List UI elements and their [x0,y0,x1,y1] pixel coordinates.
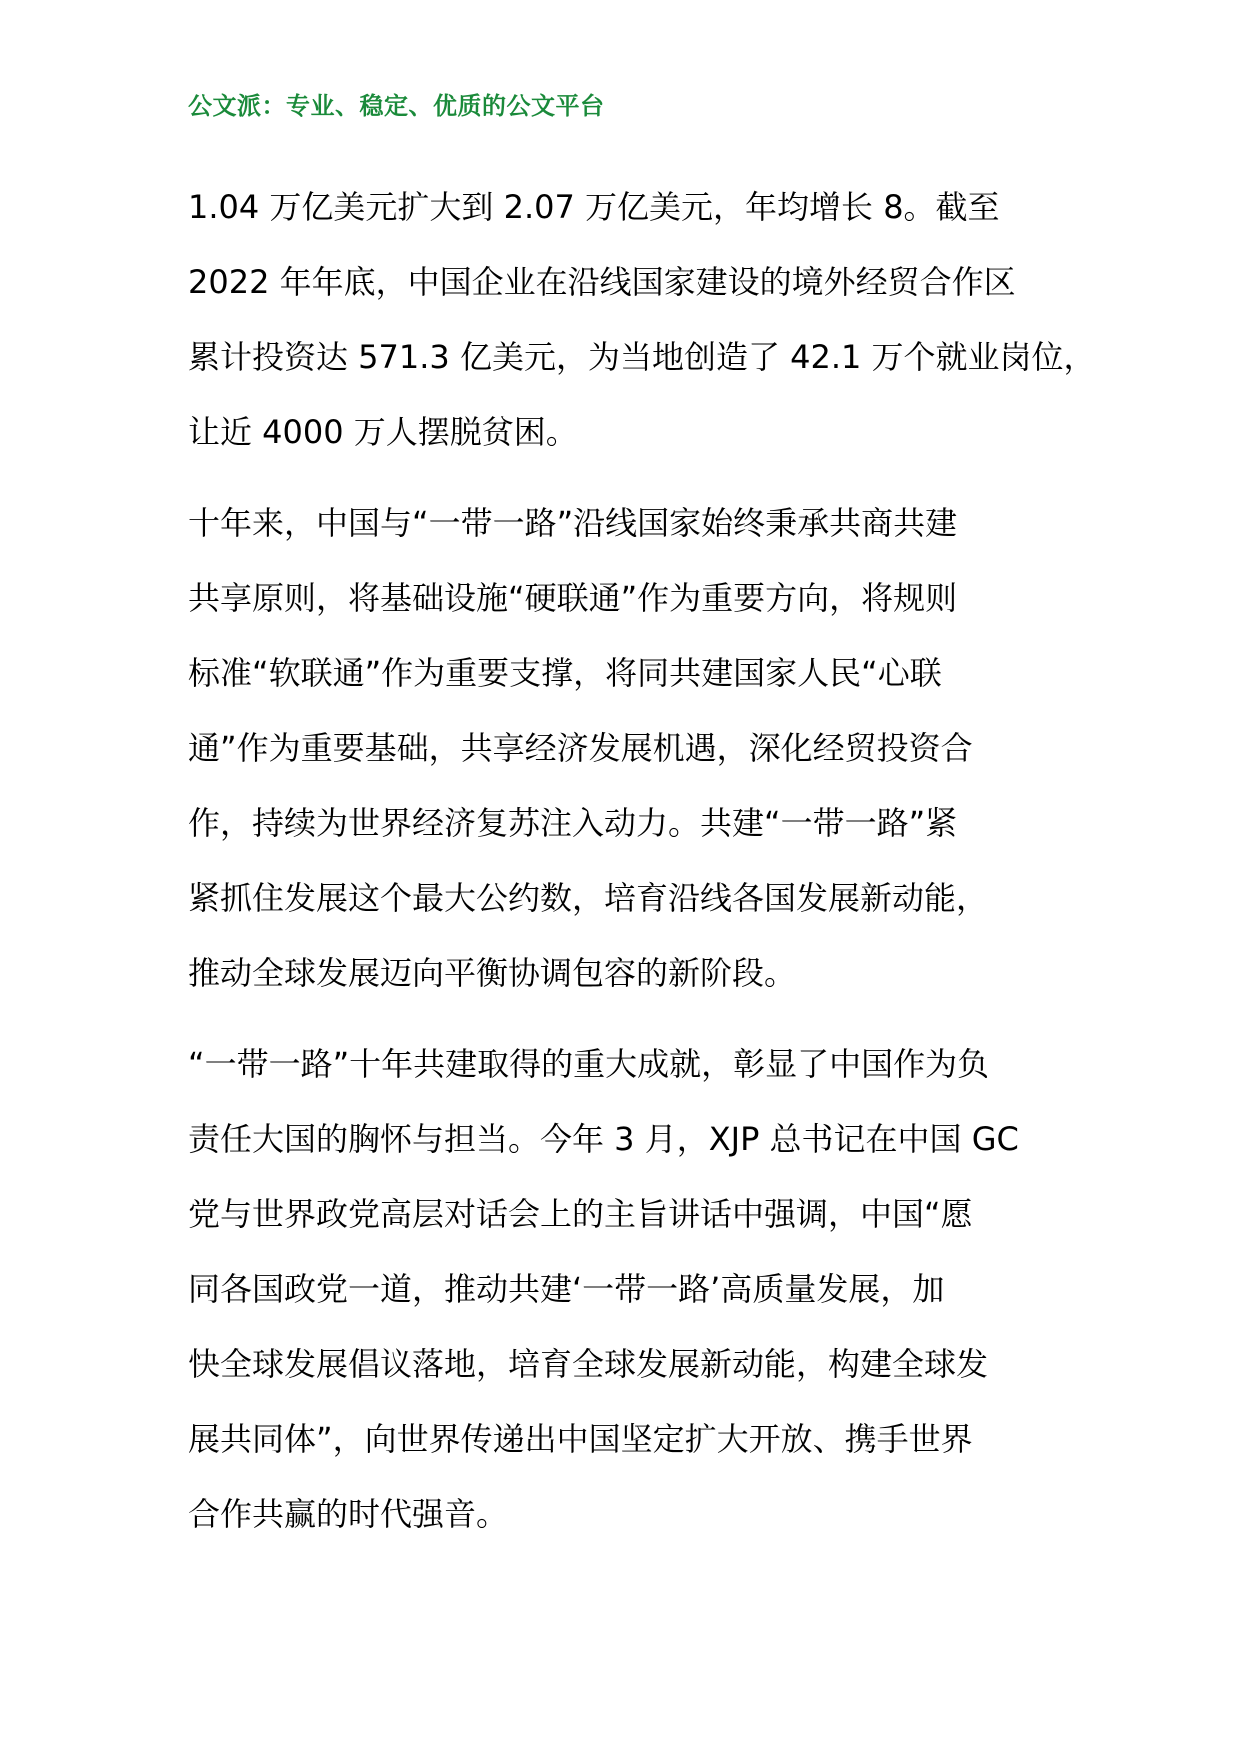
text-line: 标准“软联通”作为重要支撑，将同共建国家人民“心联 [188,654,942,692]
text-line: 作，持续为世界经济复苏注入动力。共建“一带一路”紧 [188,804,958,842]
text-line: 展共同体”，向世界传递出中国坚定扩大开放、携手世界 [188,1420,973,1458]
paragraph-2 [188,486,1068,1011]
page-header: 公文派：专业、稳定、优质的公文平台 [188,92,605,120]
text-line: 累计投资达 571.3 亿美元，为当地创造了 42.1 万个就业岗位， [188,338,1096,376]
text-line: 推动全球发展迈向平衡协调包容的新阶段。 [188,954,797,992]
text-line: 十年来，中国与“一带一路”沿线国家始终秉承共商共建 [188,504,958,542]
text-line: 责任大国的胸怀与担当。今年 3 月，XJP 总书记在中国 GC [188,1120,1019,1158]
text-line: “一带一路”十年共建取得的重大成就，彰显了中国作为负 [188,1045,990,1083]
text-line: 2022 年年底，中国企业在沿线国家建设的境外经贸合作区 [188,263,1016,301]
text-line: 紧抓住发展这个最大公约数，培育沿线各国发展新动能， [188,879,989,917]
document-body [188,170,1096,1552]
text-line: 1.04 万亿美元扩大到 2.07 万亿美元，年均增长 8。截至 [188,188,1000,226]
text-line: 合作共赢的时代强音。 [188,1495,509,1533]
text-line: 快全球发展倡议落地，培育全球发展新动能，构建全球发 [188,1345,989,1383]
text-line: 党与世界政党高层对话会上的主旨讲话中强调，中国“愿 [188,1195,973,1233]
paragraph-1 [188,170,1096,470]
text-line: 通”作为重要基础，共享经济发展机遇，深化经贸投资合 [188,729,973,767]
text-line: 共享原则，将基础设施“硬联通”作为重要方向，将规则 [188,579,958,617]
text-line: 让近 4000 万人摆脱贫困。 [188,413,578,451]
paragraph-3 [188,1027,1068,1552]
text-line: 同各国政党一道，推动共建‘一带一路’高质量发展，加 [188,1270,945,1308]
